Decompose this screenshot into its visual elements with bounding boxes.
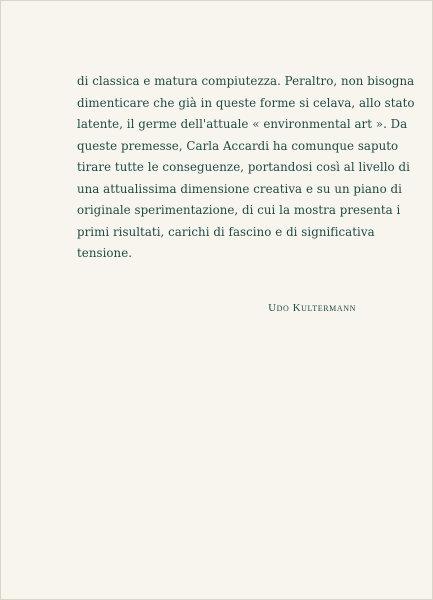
text-line: latente, il germe dell'attuale « environmental art ». Da	[77, 117, 408, 131]
text-line: tirare tutte le conseguenze, portandosi così al livello di	[77, 160, 410, 174]
text-line: una attualissima dimensione creativa e su un piano di	[77, 181, 402, 196]
text-line: di classica e matura compiutezza. Peraltro, non bisogna	[77, 74, 415, 88]
author-signature: Udo Kultermann	[268, 302, 356, 314]
text-line: originale sperimentazione, di cui la mostra presenta i	[77, 203, 401, 217]
text-line: primi risultati, carichi di fascino e di significativa	[77, 224, 375, 239]
text-line: dimenticare che già in queste forme si celava, allo stato	[77, 95, 415, 110]
text-line: tensione.	[77, 246, 133, 260]
body-text	[77, 71, 415, 265]
text-line: queste premesse, Carla Accardi ha comunque saputo	[77, 138, 399, 153]
